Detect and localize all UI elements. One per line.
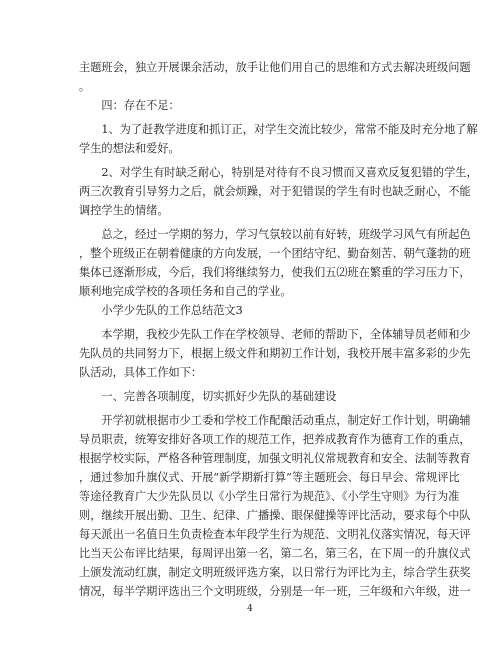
text-line: 每天派出一名值日生负责检查本年段学生行为规范、文明礼仪落实情况，每天评	[79, 528, 471, 541]
text-line: 总之，经过一学期的努力，学习气氛较以前有好转，班级学习风气有所起色	[79, 228, 471, 241]
text-line: 学生的想法和爱好。	[79, 142, 180, 155]
text-line: 集体已逐渐形成，今后，我们将继续努力，使我们五⑵班在繁重的学习压力下，	[79, 266, 471, 279]
text-line: 四：存在不足：	[79, 99, 180, 112]
text-line: 情况，每半学期评选出三个文明班级，分别是一年一班，三年级和六年级，进一	[79, 585, 471, 598]
text-line: 开学初就根据市少工委和学校工作配酿活动重点，制定好工作计划，明确辅	[79, 414, 471, 427]
text-line: 两三次教育引导努力之后，就会烦躁，对于犯错误的学生有时也缺乏耐心，不能	[79, 185, 471, 198]
text-line: 比当天公布评比结果，每周评出第一名，第二名，第三名，在下周一的升旗仪式	[79, 547, 471, 560]
text-line: 等途径教育广大少先队员以《小学生日常行为规范》、《小学生守则》为行为准	[79, 490, 460, 503]
text-line: 2、对学生有时缺乏耐心，特别是对待有不良习惯而又喜欢反复犯错的学生，	[79, 166, 478, 179]
text-line: 根据学校实际，严格各种管理制度，加强文明礼仪常规教育和安全、法制等教育	[79, 452, 471, 465]
text-line: 调控学生的情绪。	[79, 204, 169, 217]
text-line: 主题班会，独立开展课余活动，放手让他们用自己的思维和方式去解决班级问题	[79, 61, 471, 74]
text-line: 本学期，我校少先队工作在学校领导、老师的帮助下，全体辅导员老师和少	[79, 328, 471, 341]
section-heading: 小学少先队的工作总结范文3	[79, 304, 243, 317]
text-line: 导员职责，统筹安排好各项工作的规范工作，把养成教育作为德育工作的重点，	[79, 433, 471, 446]
text-line: 则，继续开展出勤、卫生、纪律、广播操、眼保健操等评比活动，要求每个中队	[79, 509, 471, 522]
text-line: ，整个班级正在朝着健康的方向发展，一个团结守纪、勤奋刻苦、朝气蓬勃的班	[79, 247, 471, 260]
text-line: ，通过参加升旗仪式、开展“新学期新打算”等主题班会、每日早会、常规评比	[79, 471, 460, 484]
page-number: 4	[247, 604, 253, 614]
text-line: 上颁发流动红旗，制定文明班级评选方案，以日常行为评比为主，综合学生获奖	[79, 566, 471, 579]
text-line: 1、为了赶教学进度和抓订正，对学生交流比较少，常常不能及时充分地了解	[79, 123, 478, 136]
text-line: 队活动，具体工作如下：	[79, 366, 203, 379]
text-line: 先队员的共同努力下，根据上级文件和期初工作计划，我校开展丰富多彩的少先	[79, 347, 471, 360]
text-line: 顺利地完成学校的各项任务和自己的学业。	[79, 285, 292, 298]
subsection-heading: 一、完善各项制度，切实抓好少先队的基础建设	[79, 390, 337, 403]
text-line: 。	[79, 80, 91, 93]
